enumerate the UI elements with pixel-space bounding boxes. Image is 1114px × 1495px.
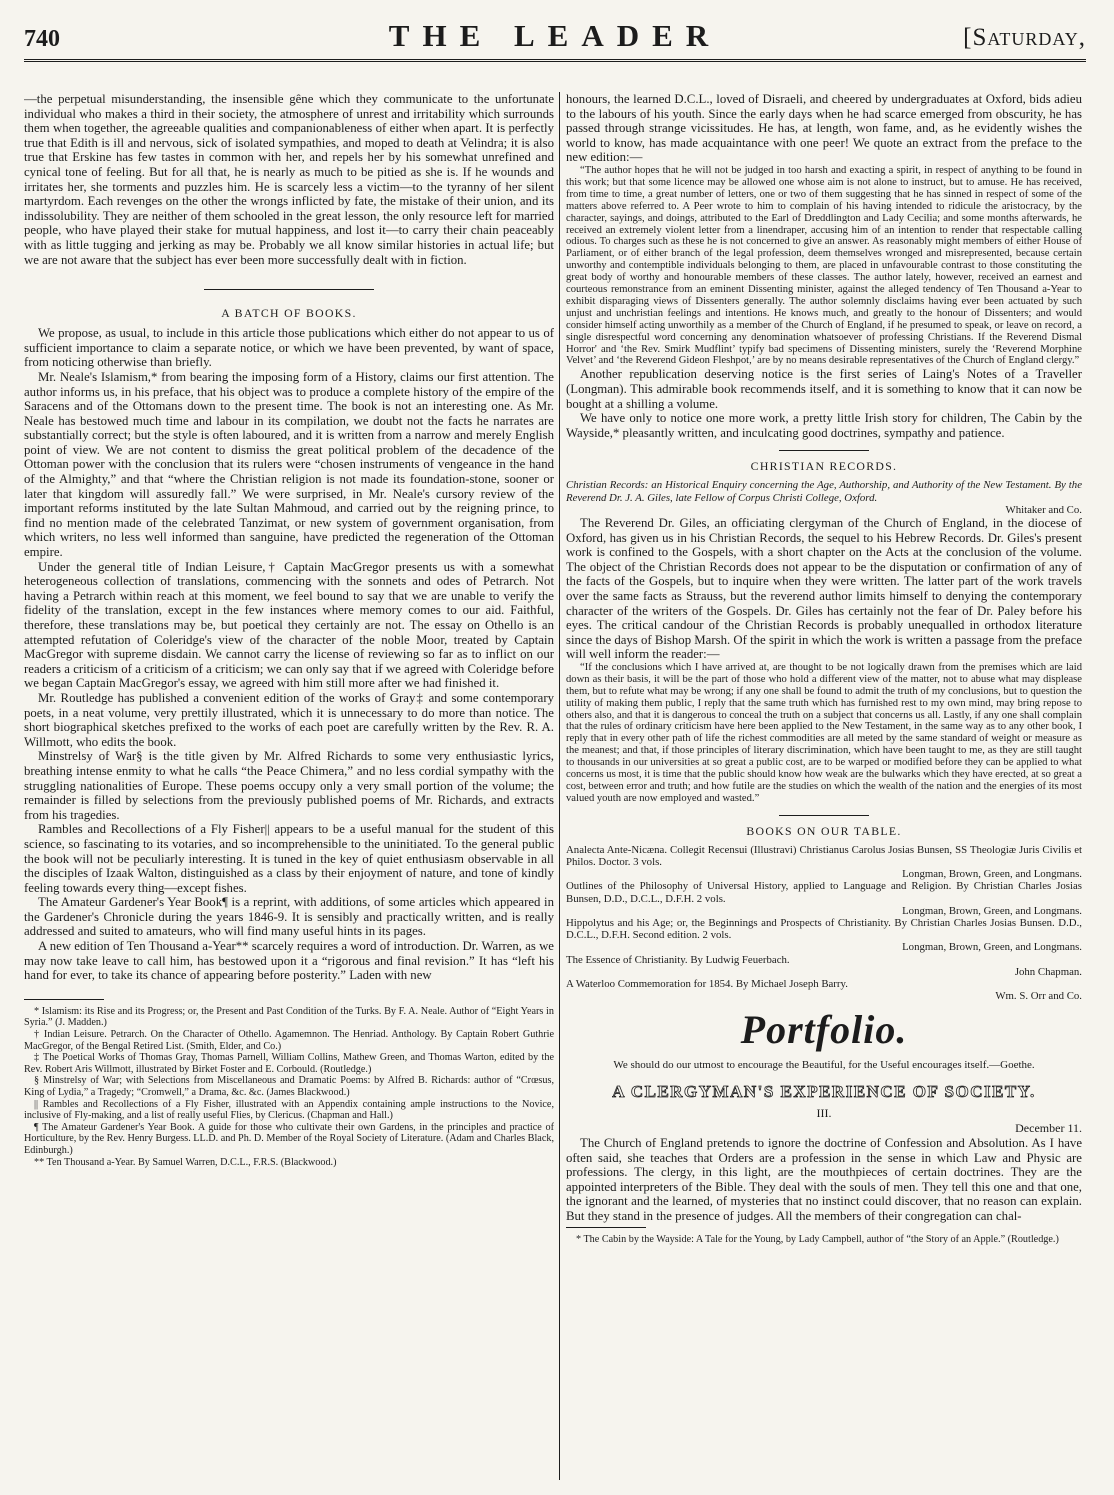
christian-records-biblio: Christian Records: an Historical Enquiry concerning the Age, Authorship, and Authority of the New Testament. By the Reverend Dr. J. A. Giles, late Fellow of Corpus Christi College, Oxford. xyxy=(566,479,1082,504)
footnote: † Indian Leisure. Petrarch. On the Character of Othello. Agamemnon. The Henriad. Anthology. By Captain Robert Guthrie MacGregor, of the Bengal Retired List. (Smith, Elder, and Co.) xyxy=(24,1029,554,1052)
section-rule xyxy=(779,815,869,816)
section-rule xyxy=(779,450,869,451)
christian-records-paragraph: The Reverend Dr. Giles, an officiating clergyman of the Church of England, in the diocese of Oxford, has given us in his Christian Records, the sequel to his Hebrew Records. Dr. Giles's present work is confined to the Gospels, with a short chapter on the Acts at the conclusion of the volume. The object of the Christian Records does not appear to be the disputation or confirmation of any of the facts of the Gospels, but to inquire when they were written. The latter part of the work travels over the same facts as Strauss, but the reverend author limits himself to denying the contemporary character of the writers of the Gospels. Dr. Giles has certainly not the fear of Dr. Paley before his eyes. The critical candour of the Christian Records is probably unequalled in orthodox literature since the days of Bishop Marsh. Of the spirit in which the work is written a passage from the preface will well inform the reader:— xyxy=(566,515,1082,662)
preface-quote: “The author hopes that he will not be judged in too harsh and exacting a spirit, in respect of anything to be found in this work; but that some licence may be allowed one whose aim is not alone to instruct, but to amuse. He has received, from time to time, a great number of letters, one or two of them suggesting that he has sinned in respect of some of the matters above referred to. A Peer wrote to him to complain of his having intended to ridicule the aristocracy, by the character, sayings, and doings, attributed to the Earl of Dreddlington and Lady Cecilia; and some months afterwards, he received an extremely violent letter from a linendraper, accusing him of an intention to render that respectable calling odious. To charges such as these he is not concerned to give an answer. As reasonably might members of either House of Parliament, or of either branch of the legal profession, deem themselves wronged and misrepresented, because certain unworthy and contemptible individuals belonging to them, are placed in unfavourable contrast to those constituting the great body of worthy and honourable members of these classes. The author lately, however, received an earnest and courteous remonstrance from an eminent Dissenting minister, against the alleged tendency of Ten Thousand a-Year to exhibit disparaging views of Dissenters generally. The author solemnly disclaims having ever been actuated by such unjust and unchristian feelings and intentions. He knows much, and greatly to the honour of Dissenters; and would consider himself acting unworthily as a member of the Church of England, if he presumed to speak, or leave on record, a single disrespectful word concerning any denomination whatsoever of professing Christians. If the Reverend Dismal Horror' and ‘the Rev. Smirk Mudflint’ typify bad specimens of Dissenting ministers, surely the ‘Reverend Morphine Velvet’ and ‘the Reverend Gideon Fleshpot,’ are by no means desirable representatives of the Church of England clergy.” xyxy=(566,164,1082,367)
book-entry: A Waterloo Commemoration for 1854. By Michael Joseph Barry. xyxy=(566,978,848,990)
batch-heading: A BATCH OF BOOKS. xyxy=(221,306,357,321)
right-column xyxy=(566,92,1082,1482)
books-table-heading: BOOKS ON OUR TABLE. xyxy=(746,823,902,838)
giles-quote: “If the conclusions which I have arrived at, are thought to be not logically drawn from the premises which are laid down as their basis, it will be the part of those who hold a different view of the matter, not to abuse what may displease them, but to refute what may be wrong; if any one shall be found to admit the truth of my conclusions, but to question the utility of making them public, I reply that the same truth which has furnished rest to my own mind, may bring repose to others also, and that it is dangerous to conceal the truth on a subject that concerns us all. Lastly, if any one shall complain that the rules of ordinary criticism have here been applied to the New Testament, in the same way as to any other book, I reply that in every other path of life the richest commodities are all meted by the same standard of weight or measure as the meanest; and that, if those principles of literary discrimination, which have been taught to me, as they are still taught to thousands in our universities at so great a public cost, are to be warped or modified before they can be applied to what concerns us most, it is time that the public should know how weak are the bulwarks which they have erected, at so great a cost, between error and truth; and how futile are the studies on which the wealth of the nation and the energies of its most valued youth are now employed and wasted.” xyxy=(566,661,1082,804)
book-entry: Outlines of the Philosophy of Universal History, applied to Language and Religion. By Christian Charles Josias Bunsen, D.D., D.C.L., D.F.H. 2 vols. xyxy=(566,880,1082,905)
indian-leisure-paragraph: Under the general title of Indian Leisure,† Captain MacGregor presents us with a somewhat heterogeneous collection of translations, commencing with the sonnets and odes of Petrarch. Not having a Petrarch within reach at this moment, we feel bound to say that we are unable to verify the fidelity of the translation, except in the few instances where memory comes to our aid. Faithful, therefore, these translations may be, but poetical they certainly are not. The essay on Othello is an attempted refutation of Coleridge's view of the character of the noble Moor, treated by Captain MacGregor with supreme disdain. We cannot carry the license of reviewing so far as to inflict on our readers a criticism of a criticism of a criticism; we can only say that if we agreed with Coleridge before we began Captain MacGregor's essay, we agreed with him still more after we had finished it. xyxy=(24,559,554,691)
footnote: ¶ The Amateur Gardener's Year Book. A guide for those who cultivate their own Gardens, in the principles and practice of Horticulture, by the Rev. Henry Burgess. LL.D. and Ph. D. Member of the Royal Society of Literature. (Adam and Charles Black, Edinburgh.) xyxy=(24,1121,554,1156)
warren-paragraph: honours, the learned D.C.L., loved of Disraeli, and cheered by undergraduates at Oxford, bids adieu to the labours of his youth. Since the early days when he had scarce emerged from obscurity, he has passed through strange vicissitudes. He has, at length, won fame, and, as he evidently wishes the world to know, has made acquaintance with one peer! We quote an extract from the preface to the new edition:— xyxy=(566,92,1082,165)
footnote: * Islamism: its Rise and its Progress; or, the Present and Past Condition of the Turks. By F. A. Neale. Author of “Eight Years in Syria.” (J. Madden.) xyxy=(24,1005,554,1029)
cabin-paragraph: We have only to notice one more work, a pretty little Irish story for children, The Cabin by the Wayside,* pleasantly written, and inculcating good doctrines, sympathy and patience. xyxy=(566,411,1082,440)
footnote: ** Ten Thousand a-Year. By Samuel Warren, D.C.L., F.R.S. (Blackwood.) xyxy=(34,1156,337,1168)
footnote: || Rambles and Recollections of a Fly Fisher, illustrated with an Appendix containing ample instructions to the Novice, inclusive of Fly-making, and a list of really useful Flies, by Clericus. (Chapman and Hall.) xyxy=(24,1098,554,1122)
book-publisher: Longman, Brown, Green, and Longmans. xyxy=(902,868,1082,881)
book-publisher: John Chapman. xyxy=(1014,965,1082,978)
gray-paragraph: Mr. Routledge has published a convenient edition of the works of Gray‡ and some contemporary poets, in a neat volume, very prettily illustrated, which it is unnecessary to do more than notice. The short biographical sketches prefixed to the works of each poet are carefully written by the Rev. R. A. Willmott, who edits the book. xyxy=(24,690,554,749)
christian-records-heading: CHRISTIAN RECORDS. xyxy=(750,459,898,474)
clergyman-paragraph: The Church of England pretends to ignore the doctrine of Confession and Absolution. As I have often said, she teaches that Orders are a profession in the sense in which Law and Physic are professions. The clergy, in this light, are the mouthpieces of certain doctrines. They are the appointed interpreters of the Bible. They deal with the souls of men. They tell this one and that one, the ignorant and the learned, of mysteries that no instinct could discover, that no reason can explain. But they stand in the presence of judges. All the members of their congregation can chal- xyxy=(566,1135,1082,1223)
cabin-footnote: * The Cabin by the Wayside: A Tale for the Young, by Lady Campbell, author of “the Story of an Apple.” (Routledge.) xyxy=(576,1234,1059,1246)
footnote: § Minstrelsy of War; with Selections from Miscellaneous and Dramatic Poems: by Alfred B. Richards: author of “Crœsus, King of Lydia,” a Tragedy; “Cromwell,” a Drama, &c. &c. (James Blackwood.) xyxy=(24,1075,554,1098)
footnote-rule xyxy=(566,1227,646,1228)
page-number: 740 xyxy=(24,26,60,52)
book-publisher: Longman, Brown, Green, and Longmans. xyxy=(902,941,1082,954)
header-day: [Saturday, xyxy=(963,24,1086,51)
footnote-rule xyxy=(24,999,104,1000)
minstrelsy-paragraph: Minstrelsy of War§ is the title given by Mr. Alfred Richards to some very enthusiastic lyrics, breathing intense enmity to what he calls “the Peace Chimera,” and no less cordial sympathy with the struggling nationalities of Europe. These poems occupy only a very small portion of the volume; the remainder is filled by selections from the previously published poems of Mr. Richards, and extracts from his tragedies. xyxy=(24,749,554,822)
article-date: December 11. xyxy=(1015,1120,1082,1135)
article-number: III. xyxy=(816,1105,832,1120)
book-publisher: Longman, Brown, Green, and Longmans. xyxy=(902,904,1082,917)
section-rule xyxy=(204,289,374,290)
fly-fisher-paragraph: Rambles and Recollections of a Fly Fisher|| appears to be a useful manual for the student of this science, so fascinating to its votaries, and so incomprehensible to the uninitiated. To the general public the book will not be peculiarly interesting. It is tuned in the key of quiet enthusiasm observable in all the disciples of Izaak Walton, distinguished as a class by their enjoyment of nature, and tone of kindly feeling towards every thing—except fishes. xyxy=(24,822,554,895)
batch-paragraph: We propose, as usual, to include in this article those publications which either do not appear to us of sufficient importance to claim a separate notice, or which we have been prevented, by want of space, from noticing otherwise than briefly. xyxy=(24,326,554,370)
ten-thousand-paragraph: A new edition of Ten Thousand a-Year** scarcely requires a word of introduction. Dr. Warren, as we may now take leave to call him, has bestowed upon it a “rigorous and final revision.” It has “left his hand for ever, to take its chance of appearing before posterity.” Laden with new xyxy=(24,939,554,983)
masthead: THE LEADER xyxy=(388,18,722,53)
clergyman-title: A CLERGYMAN'S EXPERIENCE OF SOCIETY. xyxy=(612,1081,1036,1101)
gardener-paragraph: The Amateur Gardener's Year Book¶ is a reprint, with additions, of some articles which appeared in the Gardener's Chronicle during the years 1846-9. It is sensibly and practically written, and is really addressed and suited to amateurs, who will find many useful hints in its pages. xyxy=(24,895,554,939)
goethe-motto: We should do our utmost to encourage the Beautiful, for the Useful encourages itself.—Goethe. xyxy=(613,1059,1035,1072)
column-divider xyxy=(559,92,560,1480)
christian-records-publisher: Whitaker and Co. xyxy=(1005,503,1082,516)
book-entry: Hippolytus and his Age; or, the Beginnings and Prospects of Christianity. By Christian Charles Josias Bunsen. D.D., D.C.L., D.F.H. Second edition. 2 vols. xyxy=(566,916,1082,942)
book-entry: Analecta Ante-Nicæna. Collegit Recensui (Illustravi) Christianus Carolus Josias Bunsen, SS Theologiæ Juris Civilis et Philos. Doctor. 3 vols. xyxy=(566,843,1082,868)
left-column xyxy=(24,92,554,1482)
book-publisher: Wm. S. Orr and Co. xyxy=(995,990,1082,1003)
intro-paragraph: —the perpetual misunderstanding, the insensible gêne which they communicate to the unfortunate individual who makes a third in their society, the atmosphere of unrest and irritability which surrounds them when together, the agreeable qualities and companionableness of either when apart. It is perfectly true that Edith is ill and nervous, sick of isolated sympathies, and moped to death at Velindra; it is also true that Erskine has few tastes in common with her, and repels her by his somewhat unrefined and cynical tone of feeling. But for all that, he is nearly as much to be pitied as she is. If he wounds and irritates her, she torments and puzzles him. He is scarcely less a victim—to the tyranny of her silent martyrdom. Each revenges on the other the wrongs inflicted by fate, the mistake of their union, and its indissolubility. They are neither of them schooled in the great lesson, the only resource left for married people, who have played their stake for mutual happiness, and lost it—to carry their chain peaceably with as little tugging and jerking as may be. Probably we all know similar histories in actual life; but we are not aware that the subject has ever been more successfully dealt with in fiction. xyxy=(24,92,554,267)
laing-paragraph: Another republication deserving notice is the first series of Laing's Notes of a Traveller (Longman). This admirable book recommends itself, and it is something to know that it can now be bought at a shilling a volume. xyxy=(566,367,1082,411)
portfolio-title: Portfolio. xyxy=(740,1007,908,1053)
book-entry: The Essence of Christianity. By Ludwig Feuerbach. xyxy=(566,953,790,966)
page-header xyxy=(24,18,1086,62)
book-list xyxy=(566,844,1082,1003)
footnote: ‡ The Poetical Works of Thomas Gray, Thomas Parnell, William Collins, Mathew Green, and Thomas Warton, edited by the Rev. Robert Aris Willmott, illustrated by Birket Foster and E. Corbould. (Routledge.) xyxy=(24,1052,554,1075)
islamism-paragraph: Mr. Neale's Islamism,* from bearing the imposing form of a History, claims our first attention. The author informs us, in his preface, that his object was to produce a complete history of the empire of the Saracens and of the Ottomans down to the present time. The book is not an interesting one. As Mr. Neale has bestowed much time and labour in its compilation, we doubt not the facts he narrates are substantially correct; but the style is often laboured, and it is written from a narrow and merely English point of view. We are not content to dismiss the great political problem of the decadence of the Ottoman power with the conclusion that its rulers were “chosen instruments of vengeance in the hand of the Almighty,” and that “where the Christian religion is not made its foundation-stone, sooner or later that kingdom will assuredly fall.” We were surprised, in Mr. Neale's cursory review of the important reforms instituted by the late Sultan Mahmoud, and carried out by the reigning prince, to find no mention made of the celebrated Tanzimat, or new system of government organisation, from which writers, no less well informed than sanguine, have predicted the regeneration of the Ottoman empire. xyxy=(24,369,554,560)
